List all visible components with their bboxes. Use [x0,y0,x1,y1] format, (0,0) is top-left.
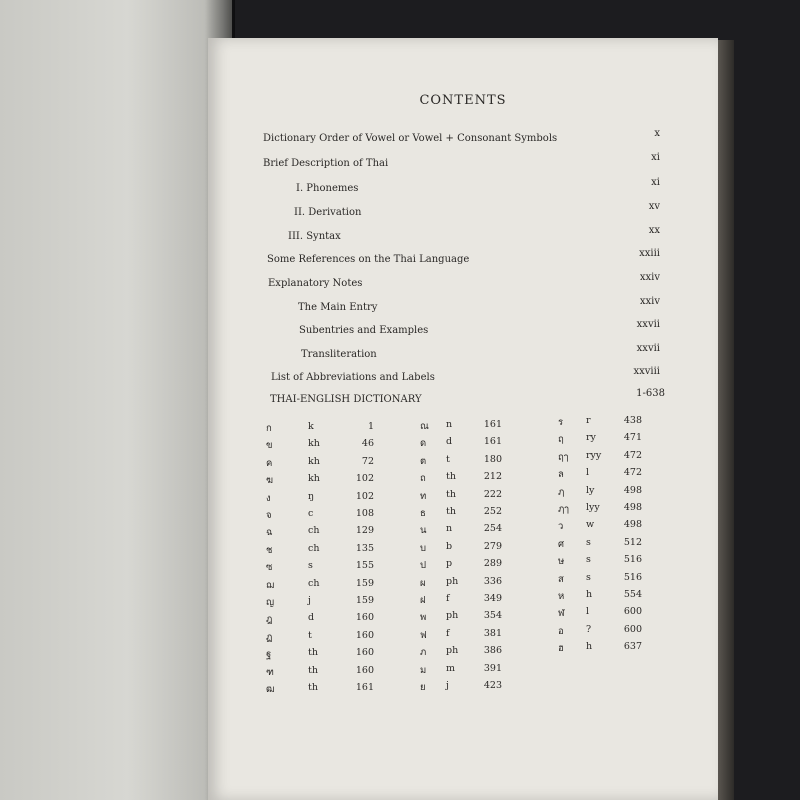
transliteration: lyy [586,502,600,513]
transliteration: m [446,662,456,674]
transliteration: c [308,508,314,519]
thai-letter: ฑ [266,666,274,678]
letter-page-number: 516 [623,554,642,566]
transliteration: ph [446,610,459,622]
transliteration: j [308,595,311,606]
thai-letter: ฟ [420,629,427,641]
transliteration: h [586,641,593,653]
thai-letter: ค [266,457,273,469]
transliteration: ch [308,577,320,589]
transliteration: th [446,471,456,483]
transliteration: w [586,519,595,531]
transliteration: ? [586,623,592,635]
transliteration: s [308,560,313,572]
book-cover-edge [718,40,734,800]
letter-page-number: 159 [355,577,374,589]
transliteration: th [308,664,318,676]
transliteration: f [446,593,450,604]
thai-letter: ผ [420,577,426,589]
toc-entry-label: Transliteration [301,349,377,360]
thai-letter: ข [266,440,273,452]
transliteration: f [446,627,450,639]
thai-letter: ด [420,438,427,450]
letter-page-number: 108 [355,508,374,519]
letter-page-number: 159 [355,595,374,606]
letter-page-number: 102 [355,490,374,502]
toc-entry-label: The Main Entry [298,302,378,313]
transliteration: r [586,415,591,426]
letter-page-number: 161 [355,682,374,693]
toc-entry-page: xxvii [636,343,660,354]
thai-letter: ฝ [420,595,426,606]
letter-page-number: 252 [483,506,502,517]
letter-page-number: 160 [355,612,374,624]
transliteration: l [586,467,590,479]
thai-letter: ฤๅ [558,451,569,463]
transliteration: n [446,419,453,430]
thai-letter: ฬ [558,608,565,620]
toc-entry-page: xxiv [639,296,660,307]
thai-letter: ล [558,469,564,481]
letter-page-number: 516 [623,571,642,583]
letter-page-number: 498 [623,519,642,531]
toc-entry-label: Brief Description of Thai [263,158,389,169]
toc-entry-label: Explanatory Notes [268,278,363,289]
transliteration: t [446,453,450,465]
toc-entry-page: 1-638 [636,388,665,399]
letter-page-number: 46 [361,438,374,450]
toc-entry-page: xv [648,201,660,212]
toc-entry-page: xi [651,177,660,188]
letter-page-number: 423 [483,680,502,691]
letter-page-number: 512 [623,536,642,548]
transliteration: ly [586,484,595,496]
transliteration: d [308,612,315,624]
transliteration: k [308,421,314,432]
thai-letter: ถ [420,473,426,485]
letter-page-number: 279 [483,540,502,552]
thai-letter: ษ [558,556,565,568]
thai-letter: ฒ [266,684,275,695]
thai-letter: ต [420,455,427,467]
letter-page-number: 600 [623,623,642,635]
thai-letter: ฏ [266,631,273,643]
transliteration: ryy [586,449,602,461]
thai-letter: ฎ [266,614,273,626]
transliteration: t [308,629,312,641]
letter-page-number: 336 [483,575,502,587]
thai-letter: ฮ [558,643,564,655]
letter-page-number: 161 [483,419,502,430]
toc-entry-label: III. Syntax [288,231,341,242]
transliteration: l [586,606,590,618]
thai-letter: ธ [420,508,426,519]
letter-page-number: 554 [623,589,642,600]
thai-letter: ณ [420,421,429,432]
transliteration: p [446,558,453,570]
letter-page-number: 222 [483,488,502,500]
thai-letter: ง [266,492,271,504]
transliteration: kh [308,473,320,485]
thai-letter: ศ [558,538,565,550]
letter-page-number: 354 [483,610,502,622]
transliteration: j [446,680,449,691]
thai-letter: น [420,525,427,537]
transliteration: ŋ [308,490,315,502]
letter-page-number: 180 [483,453,502,465]
thai-letter: พ [420,612,427,624]
thai-letter: ท [420,490,427,502]
toc-entry-label: I. Phonemes [296,183,359,194]
contents-title: CONTENTS [419,93,507,108]
thai-letter: ร [558,417,564,428]
transliteration: ry [586,432,596,444]
transliteration: th [308,647,318,659]
thai-letter: ฦ [558,486,565,498]
toc-entry-page: xi [651,152,660,163]
thai-letter: ส [558,573,564,585]
letter-page-number: 129 [355,525,374,537]
toc-entry-page: xxvii [636,319,660,330]
transliteration: th [308,682,318,693]
transliteration: n [446,523,453,535]
letter-page-number: 254 [483,523,502,535]
thai-letter: ฐ [266,649,272,661]
letter-page-number: 155 [355,560,374,572]
letter-page-number: 289 [483,558,502,570]
toc-entry-page: xxiv [639,272,660,283]
thai-letter: ก [266,423,272,434]
letter-page-number: 135 [355,542,374,554]
letter-page-number: 349 [483,593,502,604]
thai-letter: ฉ [266,527,273,539]
left-page [0,0,232,800]
transliteration: ch [308,542,320,554]
letter-page-number: 381 [483,627,502,639]
letter-page-number: 1 [367,421,374,432]
thai-letter: ป [420,560,427,572]
toc-entry-page: xxiii [639,248,660,259]
transliteration: kh [308,438,320,450]
toc-entry-label: Subentries and Examples [299,325,429,336]
letter-page-number: 498 [623,484,642,496]
thai-letter: ญ [266,597,275,608]
letter-page-number: 472 [623,467,642,479]
letter-page-number: 471 [623,432,642,444]
letter-page-number: 102 [355,473,374,485]
letter-page-number: 600 [623,606,642,618]
letter-page-number: 160 [355,647,374,659]
letter-page-number: 161 [483,436,502,448]
transliteration: kh [308,455,320,467]
transliteration: s [586,571,591,583]
thai-letter: ฆ [266,475,274,487]
letter-page-number: 386 [483,645,502,657]
toc-entry-label: List of Abbreviations and Labels [271,372,435,383]
transliteration: h [586,589,593,600]
transliteration: th [446,488,456,500]
letter-page-number: 160 [355,664,374,676]
toc-entry-label: THAI-ENGLISH DICTIONARY [270,394,422,405]
letter-page-number: 472 [623,449,642,461]
thai-letter: ว [558,521,564,533]
toc-entry-label: II. Derivation [294,207,362,218]
thai-letter: ฌ [266,579,275,591]
transliteration: ph [446,645,459,657]
letter-page-number: 391 [483,662,502,674]
toc-entry-label: Dictionary Order of Vowel or Vowel + Consonant Symbols [263,133,558,144]
thai-letter: ฤ [558,434,564,446]
thai-letter: อ [558,625,564,637]
letter-page-number: 438 [623,415,642,426]
toc-entry-page: xx [648,225,660,236]
contents-page [208,38,718,800]
thai-letter: ช [266,544,273,556]
letter-page-number: 498 [623,502,642,513]
toc-entry-label: Some References on the Thai Language [267,254,470,265]
thai-letter: ภ [420,647,427,659]
thai-letter: ย [420,682,426,693]
letter-page-number: 160 [355,629,374,641]
transliteration: ch [308,525,320,537]
thai-letter: ห [558,591,565,602]
toc-entry-page: x [654,128,660,139]
transliteration: s [586,554,591,566]
transliteration: d [446,436,453,448]
thai-letter: จ [266,510,272,521]
transliteration: b [446,540,453,552]
toc-entry-page: xxviii [633,366,660,377]
transliteration: th [446,506,456,517]
transliteration: ph [446,575,459,587]
letter-page-number: 637 [623,641,642,653]
letter-page-number: 72 [361,455,374,467]
letter-page-number: 212 [483,471,502,483]
thai-letter: บ [420,542,427,554]
thai-letter: ม [420,664,427,676]
transliteration: s [586,536,591,548]
thai-letter: ซ [266,562,273,574]
thai-letter: ฦๅ [558,504,569,515]
